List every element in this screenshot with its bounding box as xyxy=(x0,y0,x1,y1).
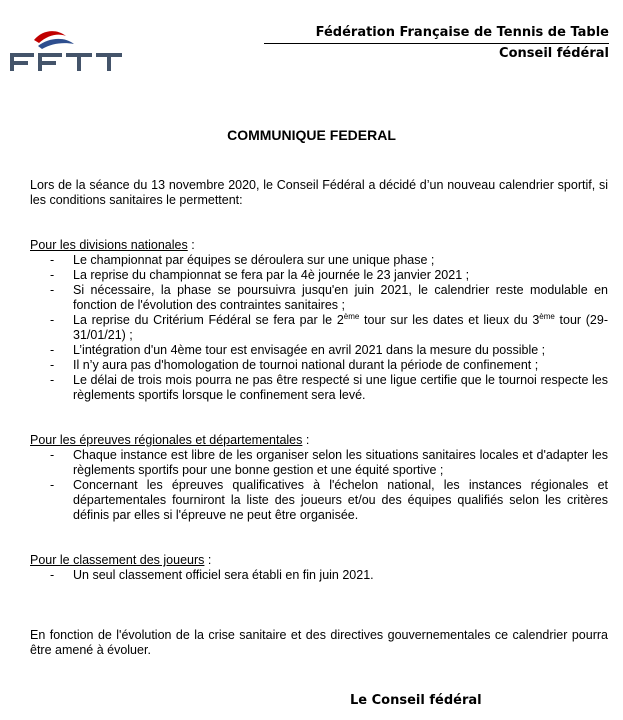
list-item-text: Il n’y aura pas d'homologation de tournoi national durant la période de confinement ; xyxy=(73,358,539,372)
list-dash: - xyxy=(50,373,55,387)
list-item-text: L’intégration d'un 4ème tour est envisagée en avril 2021 dans la mesure du possible ; xyxy=(73,343,546,357)
section-title: Pour les épreuves régionales et départementales xyxy=(30,433,303,447)
document-title: COMMUNIQUE FEDERAL xyxy=(227,127,396,143)
section-heading xyxy=(30,553,608,568)
list-item xyxy=(30,373,608,403)
text-part: La reprise du Critérium Fédéral se fera par le 2 xyxy=(73,313,344,327)
list-item xyxy=(30,268,608,283)
list-dash: - xyxy=(50,268,55,282)
list-item-text xyxy=(73,313,608,342)
list-item-text: Chaque instance est libre de les organiser selon les situations sanitaires locales et d'adapter les règlements sportifs pour une bonne gestion et une équité sportive ; xyxy=(73,448,608,477)
list-item xyxy=(30,253,608,268)
list-item xyxy=(30,448,608,478)
list-item-text: Le championnat par équipes se déroulera sur une unique phase ; xyxy=(73,253,435,267)
section-list xyxy=(30,253,608,403)
section-regional-events xyxy=(30,433,608,523)
section-title-suffix: : xyxy=(204,553,212,567)
section-heading xyxy=(30,238,608,253)
council-name: Conseil fédéral xyxy=(499,46,609,61)
list-dash: - xyxy=(50,478,55,492)
fftt-logo-graphic xyxy=(8,26,126,76)
list-dash: - xyxy=(50,283,55,297)
section-heading xyxy=(30,433,608,448)
list-item xyxy=(30,283,608,313)
letterhead xyxy=(264,24,609,62)
section-title-suffix: : xyxy=(302,433,310,447)
list-item-text: La reprise du championnat se fera par la 4è journée le 23 janvier 2021 ; xyxy=(73,268,470,282)
list-item-text: Le délai de trois mois pourra ne pas être respecté si une ligue certifie que le tournoi respecte les règlements sportifs lorsque le confinement sera levé. xyxy=(73,373,608,402)
list-item-text: Concernant les épreuves qualificatives à l'échelon national, les instances régionales et départementales fourniront la liste des joueurs et/ou des équipes qualifiés selon les critères définis par elles si l'épreuve ne peut être organisée. xyxy=(73,478,608,522)
federation-name: Fédération Française de Tennis de Table xyxy=(315,25,609,40)
document-body xyxy=(30,178,608,658)
conclusion-paragraph: En fonction de l'évolution de la crise sanitaire et des directives gouvernementales ce calendrier pourra être amené à évoluer. xyxy=(30,628,608,657)
superscript: ème xyxy=(343,312,360,321)
logo-swoosh-blue xyxy=(38,39,74,49)
section-list xyxy=(30,568,608,583)
section-list xyxy=(30,448,608,523)
text-part: tour (29-31/01/21) ; xyxy=(73,313,609,342)
list-item xyxy=(30,478,608,523)
section-title: Pour les divisions nationales xyxy=(30,238,188,252)
logo-letters xyxy=(10,53,122,71)
list-item xyxy=(30,313,608,343)
list-item xyxy=(30,343,608,358)
list-dash: - xyxy=(50,343,55,357)
list-item xyxy=(30,358,608,373)
section-player-ranking xyxy=(30,553,608,583)
list-dash: - xyxy=(50,358,55,372)
section-national-divisions xyxy=(30,238,608,403)
header-rule xyxy=(264,43,609,44)
list-item-text: Un seul classement officiel sera établi en fin juin 2021. xyxy=(73,568,374,582)
intro-paragraph: Lors de la séance du 13 novembre 2020, le Conseil Fédéral a décidé d’un nouveau calendrier sportif, si les conditions sanitaires le permettent: xyxy=(30,178,608,207)
section-title: Pour le classement des joueurs xyxy=(30,553,205,567)
list-dash: - xyxy=(50,568,55,582)
list-dash: - xyxy=(50,253,55,267)
fftt-logo xyxy=(8,26,126,76)
list-dash: - xyxy=(50,313,55,327)
section-title-suffix: : xyxy=(187,238,195,252)
signature: Le Conseil fédéral xyxy=(350,693,482,708)
superscript: ème xyxy=(539,312,555,321)
text-part: tour sur les dates et lieux du 3 xyxy=(359,313,540,327)
list-item xyxy=(30,568,608,583)
list-dash: - xyxy=(50,448,55,462)
list-item-text: Si nécessaire, la phase se poursuivra jusqu'en juin 2021, le calendrier reste modulable en fonction de l'évolution des contraintes sanitaires ; xyxy=(73,283,608,312)
